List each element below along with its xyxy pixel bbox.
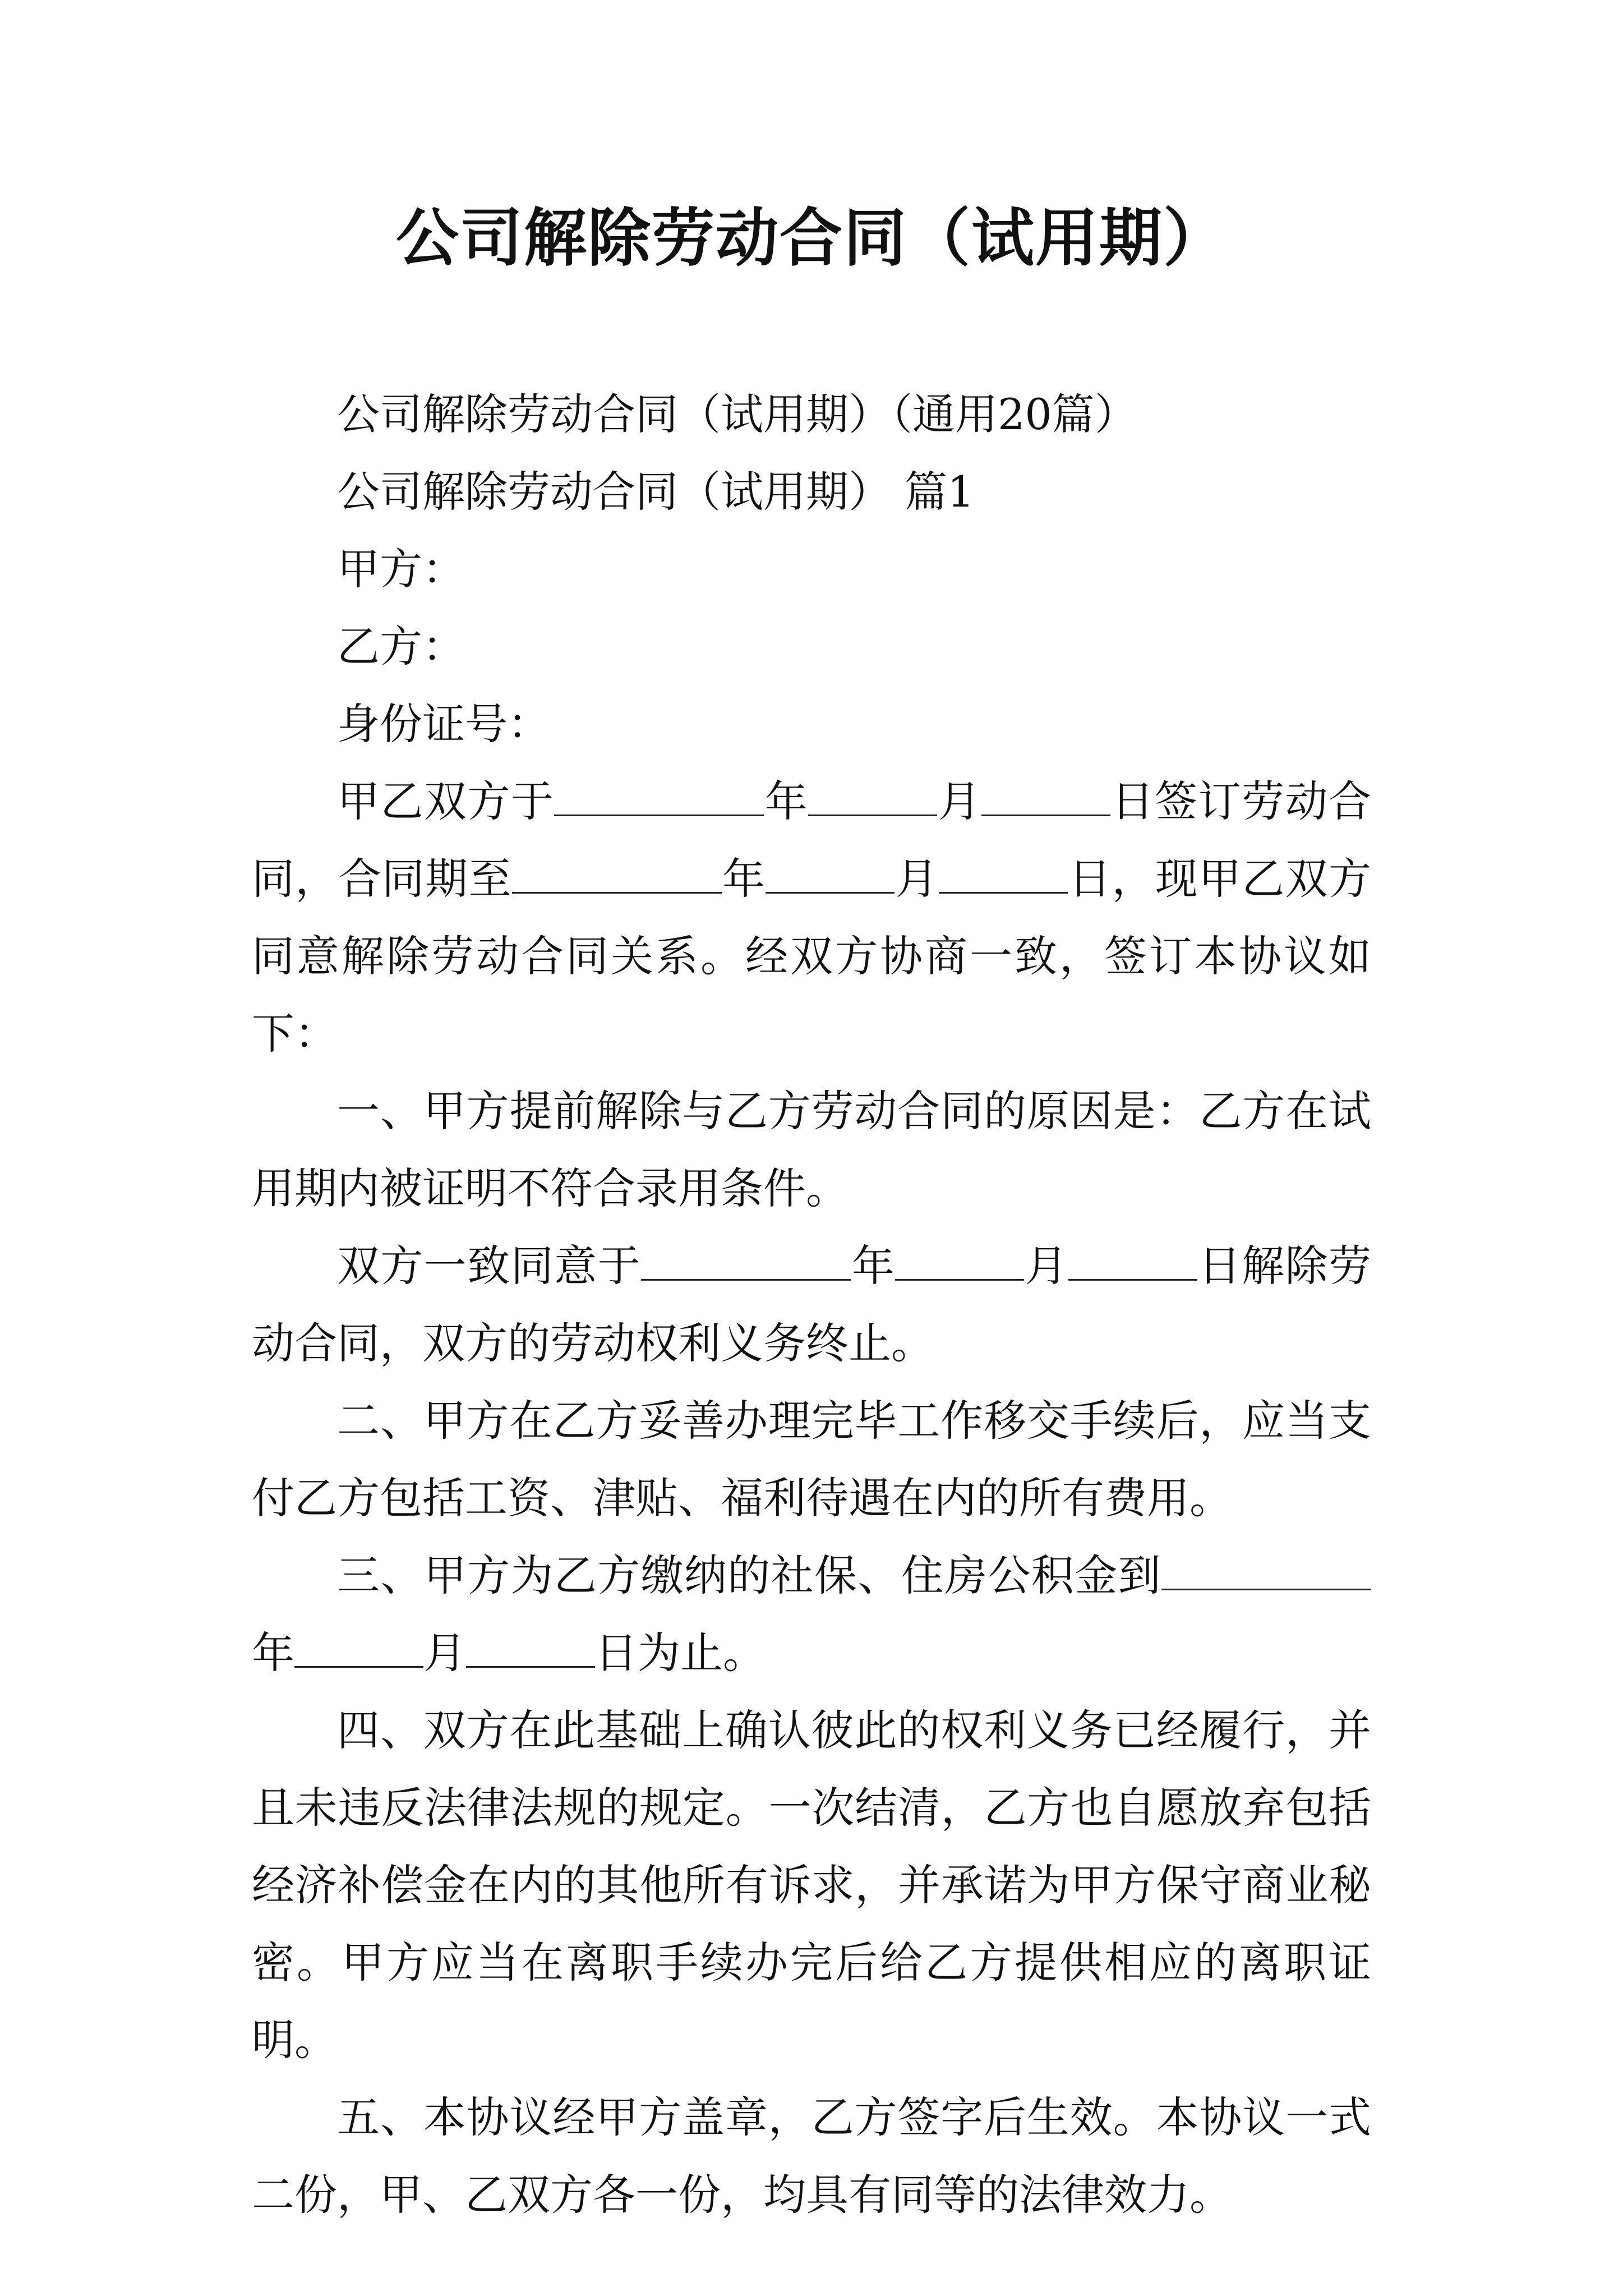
- blank-line: [1161, 1548, 1371, 1590]
- blank-line: [981, 774, 1110, 816]
- termination-paragraph: [252, 1227, 1371, 1382]
- text-segment: 日解除劳动合同，双方的劳动权利义务终止。: [252, 1241, 1372, 1368]
- document-subtitle: 公司解除劳动合同（试用期）（通用20篇）: [337, 389, 1137, 439]
- document-title: 公司解除劳动合同（试用期）: [396, 201, 1227, 275]
- blank-line: [512, 852, 722, 894]
- blank-line: [895, 1239, 1024, 1281]
- text-segment: 年: [721, 854, 766, 904]
- blank-line: [641, 1239, 851, 1281]
- blank-line: [939, 852, 1068, 894]
- text-segment: 年: [851, 1241, 896, 1291]
- blank-line: [1068, 1239, 1197, 1281]
- blank-line: [766, 852, 895, 894]
- text-segment: 双方一致同意于: [337, 1241, 642, 1291]
- text-segment: 日，现甲乙双方同意解除劳动合同关系。经双方协商一致，签订本协议如下：: [252, 854, 1372, 1059]
- text-segment: 年: [764, 776, 809, 826]
- text-segment: 月: [937, 776, 982, 826]
- blank-line: [808, 774, 937, 816]
- text-segment: 月: [895, 854, 939, 904]
- blank-line: [466, 1626, 595, 1668]
- text-segment: 三、甲方为乙方缴纳的社保、住房公积金到: [337, 1550, 1161, 1600]
- text-segment: 日为止。: [595, 1628, 766, 1678]
- contract-sign-paragraph: [252, 763, 1371, 1073]
- section-heading: 公司解除劳动合同（试用期） 篇1: [337, 467, 975, 517]
- blank-line: [554, 774, 764, 816]
- clause-5: 五、本协议经甲方盖章，乙方签字后生效。本协议一式二份，甲、乙双方各一份，均具有同等的法律效力。: [252, 2092, 1371, 2220]
- party-a-label: 甲方：: [337, 544, 465, 594]
- text-segment: 月: [1024, 1241, 1069, 1291]
- text-segment: 年: [252, 1628, 294, 1678]
- text-segment: 月: [423, 1628, 466, 1678]
- clause-1: 一、甲方提前解除与乙方劳动合同的原因是：乙方在试用期内被证明不符合录用条件。: [252, 1086, 1371, 1213]
- id-number-label: 身份证号：: [337, 699, 550, 749]
- clause-2: 二、甲方在乙方妥善办理完毕工作移交手续后，应当支付乙方包括工资、津贴、福利待遇在内的所有费用。: [252, 1396, 1371, 1523]
- clause-3: [252, 1537, 1371, 1692]
- clause-4: 四、双方在此基础上确认彼此的权利义务已经履行，并且未违反法律法规的规定。一次结清，乙方也自愿放弃包括经济补偿金在内的其他所有诉求，并承诺为甲方保守商业秘密。甲方应当在离职手续办完后给乙方提供相应的离职证明。: [252, 1705, 1371, 2065]
- text-segment: 日签订劳动合同，合同期至: [252, 776, 1372, 904]
- document-body: [252, 376, 1371, 2234]
- blank-line: [294, 1626, 423, 1668]
- text-segment: 甲乙双方于: [337, 776, 555, 826]
- party-b-label: 乙方：: [337, 622, 465, 671]
